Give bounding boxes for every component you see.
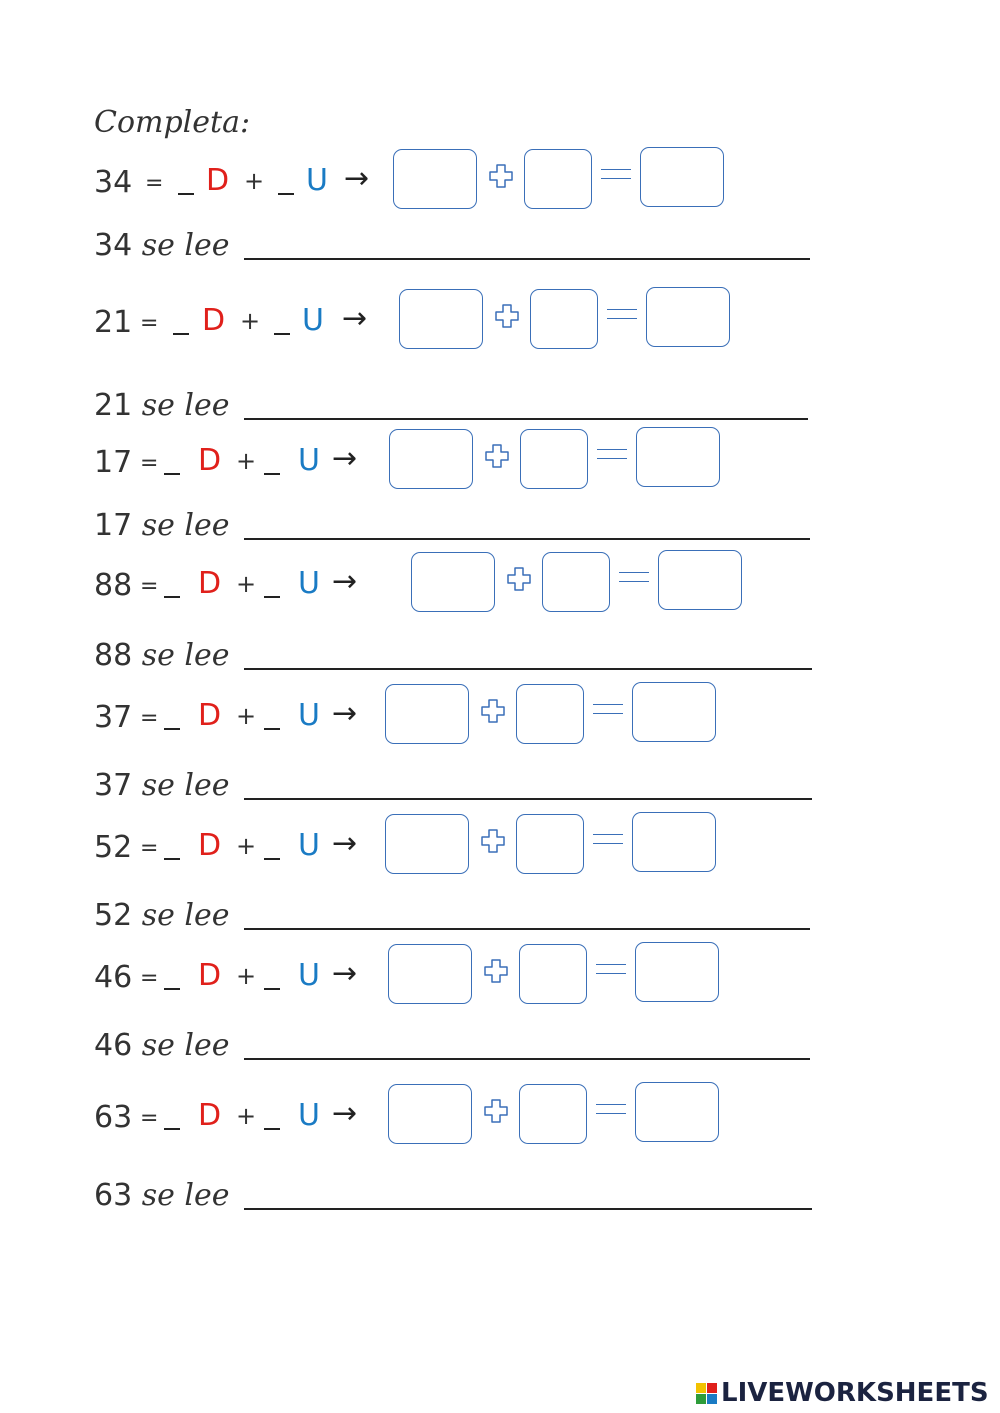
plus-sign: +	[236, 962, 257, 990]
equation-row	[0, 301, 1000, 375]
number: 21	[94, 305, 133, 340]
equals-sign: =	[140, 451, 159, 476]
arrow-icon: →	[332, 564, 358, 599]
units-answer-box[interactable]	[524, 149, 592, 209]
logo-square	[696, 1394, 706, 1404]
reading-number: 37	[94, 768, 133, 803]
tens-label: D	[198, 958, 222, 993]
units-label: U	[298, 1098, 320, 1133]
plus-icon	[484, 443, 510, 469]
page-title: Completa:	[94, 105, 251, 140]
tens-blank	[164, 1128, 180, 1130]
equals-sign: =	[145, 171, 164, 196]
units-label: U	[298, 958, 320, 993]
result-answer-box[interactable]	[636, 427, 720, 487]
arrow-icon: →	[332, 696, 358, 731]
units-label: U	[298, 698, 320, 733]
plus-sign: +	[236, 1102, 257, 1130]
se-lee-text: se lee	[141, 228, 230, 263]
equation-row	[0, 696, 1000, 770]
answer-line[interactable]	[244, 668, 812, 670]
reading-row	[0, 1178, 1000, 1248]
reading-row	[0, 1028, 1000, 1098]
tens-label: D	[202, 303, 226, 338]
plus-icon	[480, 828, 506, 854]
equation-row	[0, 956, 1000, 1030]
arrow-icon: →	[332, 826, 358, 861]
tens-blank	[164, 858, 180, 860]
reading-label	[94, 228, 230, 263]
number: 52	[94, 830, 133, 865]
reading-number: 63	[94, 1178, 133, 1213]
plus-icon	[480, 698, 506, 724]
tens-blank	[178, 193, 194, 195]
tens-label: D	[198, 566, 222, 601]
plus-sign: +	[240, 307, 261, 335]
plus-sign: +	[236, 570, 257, 598]
tens-label: D	[198, 1098, 222, 1133]
reading-number: 52	[94, 898, 133, 933]
answer-line[interactable]	[244, 798, 812, 800]
equals-sign: =	[140, 966, 159, 991]
equals-icon	[593, 704, 623, 718]
tens-label: D	[198, 698, 222, 733]
tens-blank	[164, 728, 180, 730]
tens-answer-box[interactable]	[411, 552, 495, 612]
se-lee-text: se lee	[141, 508, 230, 543]
tens-label: D	[198, 828, 222, 863]
liveworksheets-brand	[696, 1378, 989, 1408]
units-blank	[278, 193, 294, 195]
equals-icon	[619, 572, 649, 586]
result-answer-box[interactable]	[640, 147, 724, 207]
equation-row	[0, 826, 1000, 900]
units-blank	[264, 473, 280, 475]
number: 46	[94, 960, 133, 995]
number: 37	[94, 700, 133, 735]
tens-blank	[173, 333, 189, 335]
units-label: U	[298, 566, 320, 601]
reading-number: 88	[94, 638, 133, 673]
equals-icon	[597, 449, 627, 463]
plus-icon	[488, 163, 514, 189]
units-label: U	[306, 163, 328, 198]
logo-square	[707, 1383, 717, 1393]
reading-number: 34	[94, 228, 133, 263]
units-blank	[274, 333, 290, 335]
logo-square	[707, 1394, 717, 1404]
units-answer-box[interactable]	[516, 684, 584, 744]
liveworksheets-logo-icon	[696, 1383, 717, 1404]
equals-icon	[596, 1104, 626, 1118]
equation-row	[0, 564, 1000, 638]
units-label: U	[298, 828, 320, 863]
tens-label: D	[198, 443, 222, 478]
equals-sign: =	[140, 311, 159, 336]
plus-icon	[494, 303, 520, 329]
answer-line[interactable]	[244, 1058, 810, 1060]
plus-sign: +	[244, 167, 265, 195]
plus-icon	[483, 1098, 509, 1124]
equals-sign: =	[140, 1106, 159, 1131]
plus-icon	[483, 958, 509, 984]
result-answer-box[interactable]	[635, 1082, 719, 1142]
equation-row	[0, 1096, 1000, 1170]
units-answer-box[interactable]	[520, 429, 588, 489]
number: 88	[94, 568, 133, 603]
reading-label	[94, 1178, 230, 1213]
se-lee-text: se lee	[141, 388, 230, 423]
tens-answer-box[interactable]	[393, 149, 477, 209]
reading-label	[94, 638, 230, 673]
arrow-icon: →	[344, 161, 370, 196]
reading-label	[94, 898, 230, 933]
arrow-icon: →	[332, 1096, 358, 1131]
arrow-icon: →	[342, 301, 368, 336]
se-lee-text: se lee	[141, 1028, 230, 1063]
tens-blank	[164, 473, 180, 475]
se-lee-text: se lee	[141, 898, 230, 933]
units-blank	[264, 988, 280, 990]
equals-icon	[601, 169, 631, 183]
units-blank	[264, 1128, 280, 1130]
reading-label	[94, 768, 230, 803]
units-answer-box[interactable]	[516, 814, 584, 874]
answer-line[interactable]	[244, 258, 810, 260]
equation-row	[0, 441, 1000, 515]
units-answer-box[interactable]	[530, 289, 598, 349]
tens-answer-box[interactable]	[388, 944, 472, 1004]
equals-sign: =	[140, 574, 159, 599]
answer-line[interactable]	[244, 1208, 812, 1210]
tens-blank	[164, 596, 180, 598]
number: 63	[94, 1100, 133, 1135]
reading-number: 21	[94, 388, 133, 423]
units-blank	[264, 858, 280, 860]
units-blank	[264, 596, 280, 598]
answer-line[interactable]	[244, 538, 810, 540]
equals-icon	[593, 834, 623, 848]
se-lee-text: se lee	[141, 1178, 230, 1213]
reading-label	[94, 388, 230, 423]
units-label: U	[298, 443, 320, 478]
plus-sign: +	[236, 447, 257, 475]
equals-sign: =	[140, 706, 159, 731]
result-answer-box[interactable]	[632, 812, 716, 872]
result-answer-box[interactable]	[632, 682, 716, 742]
equals-icon	[607, 309, 637, 323]
units-label: U	[302, 303, 324, 338]
tens-label: D	[206, 163, 230, 198]
answer-line[interactable]	[244, 928, 810, 930]
tens-answer-box[interactable]	[389, 429, 473, 489]
reading-number: 46	[94, 1028, 133, 1063]
result-answer-box[interactable]	[658, 550, 742, 610]
logo-square	[696, 1383, 706, 1393]
answer-line[interactable]	[244, 418, 808, 420]
reading-label	[94, 1028, 230, 1063]
plus-sign: +	[236, 832, 257, 860]
arrow-icon: →	[332, 956, 358, 991]
number: 34	[94, 165, 133, 200]
reading-number: 17	[94, 508, 133, 543]
units-answer-box[interactable]	[542, 552, 610, 612]
reading-label	[94, 508, 230, 543]
tens-answer-box[interactable]	[388, 1084, 472, 1144]
equals-icon	[596, 964, 626, 978]
reading-row	[0, 228, 1000, 298]
plus-icon	[506, 566, 532, 592]
units-blank	[264, 728, 280, 730]
arrow-icon: →	[332, 441, 358, 476]
brand-text: LIVEWORKSHEETS	[721, 1378, 989, 1408]
tens-blank	[164, 988, 180, 990]
tens-answer-box[interactable]	[399, 289, 483, 349]
equation-row	[0, 161, 1000, 235]
tens-answer-box[interactable]	[385, 814, 469, 874]
plus-sign: +	[236, 702, 257, 730]
equals-sign: =	[140, 836, 159, 861]
number: 17	[94, 445, 133, 480]
result-answer-box[interactable]	[635, 942, 719, 1002]
units-answer-box[interactable]	[519, 1084, 587, 1144]
se-lee-text: se lee	[141, 638, 230, 673]
se-lee-text: se lee	[141, 768, 230, 803]
result-answer-box[interactable]	[646, 287, 730, 347]
units-answer-box[interactable]	[519, 944, 587, 1004]
tens-answer-box[interactable]	[385, 684, 469, 744]
